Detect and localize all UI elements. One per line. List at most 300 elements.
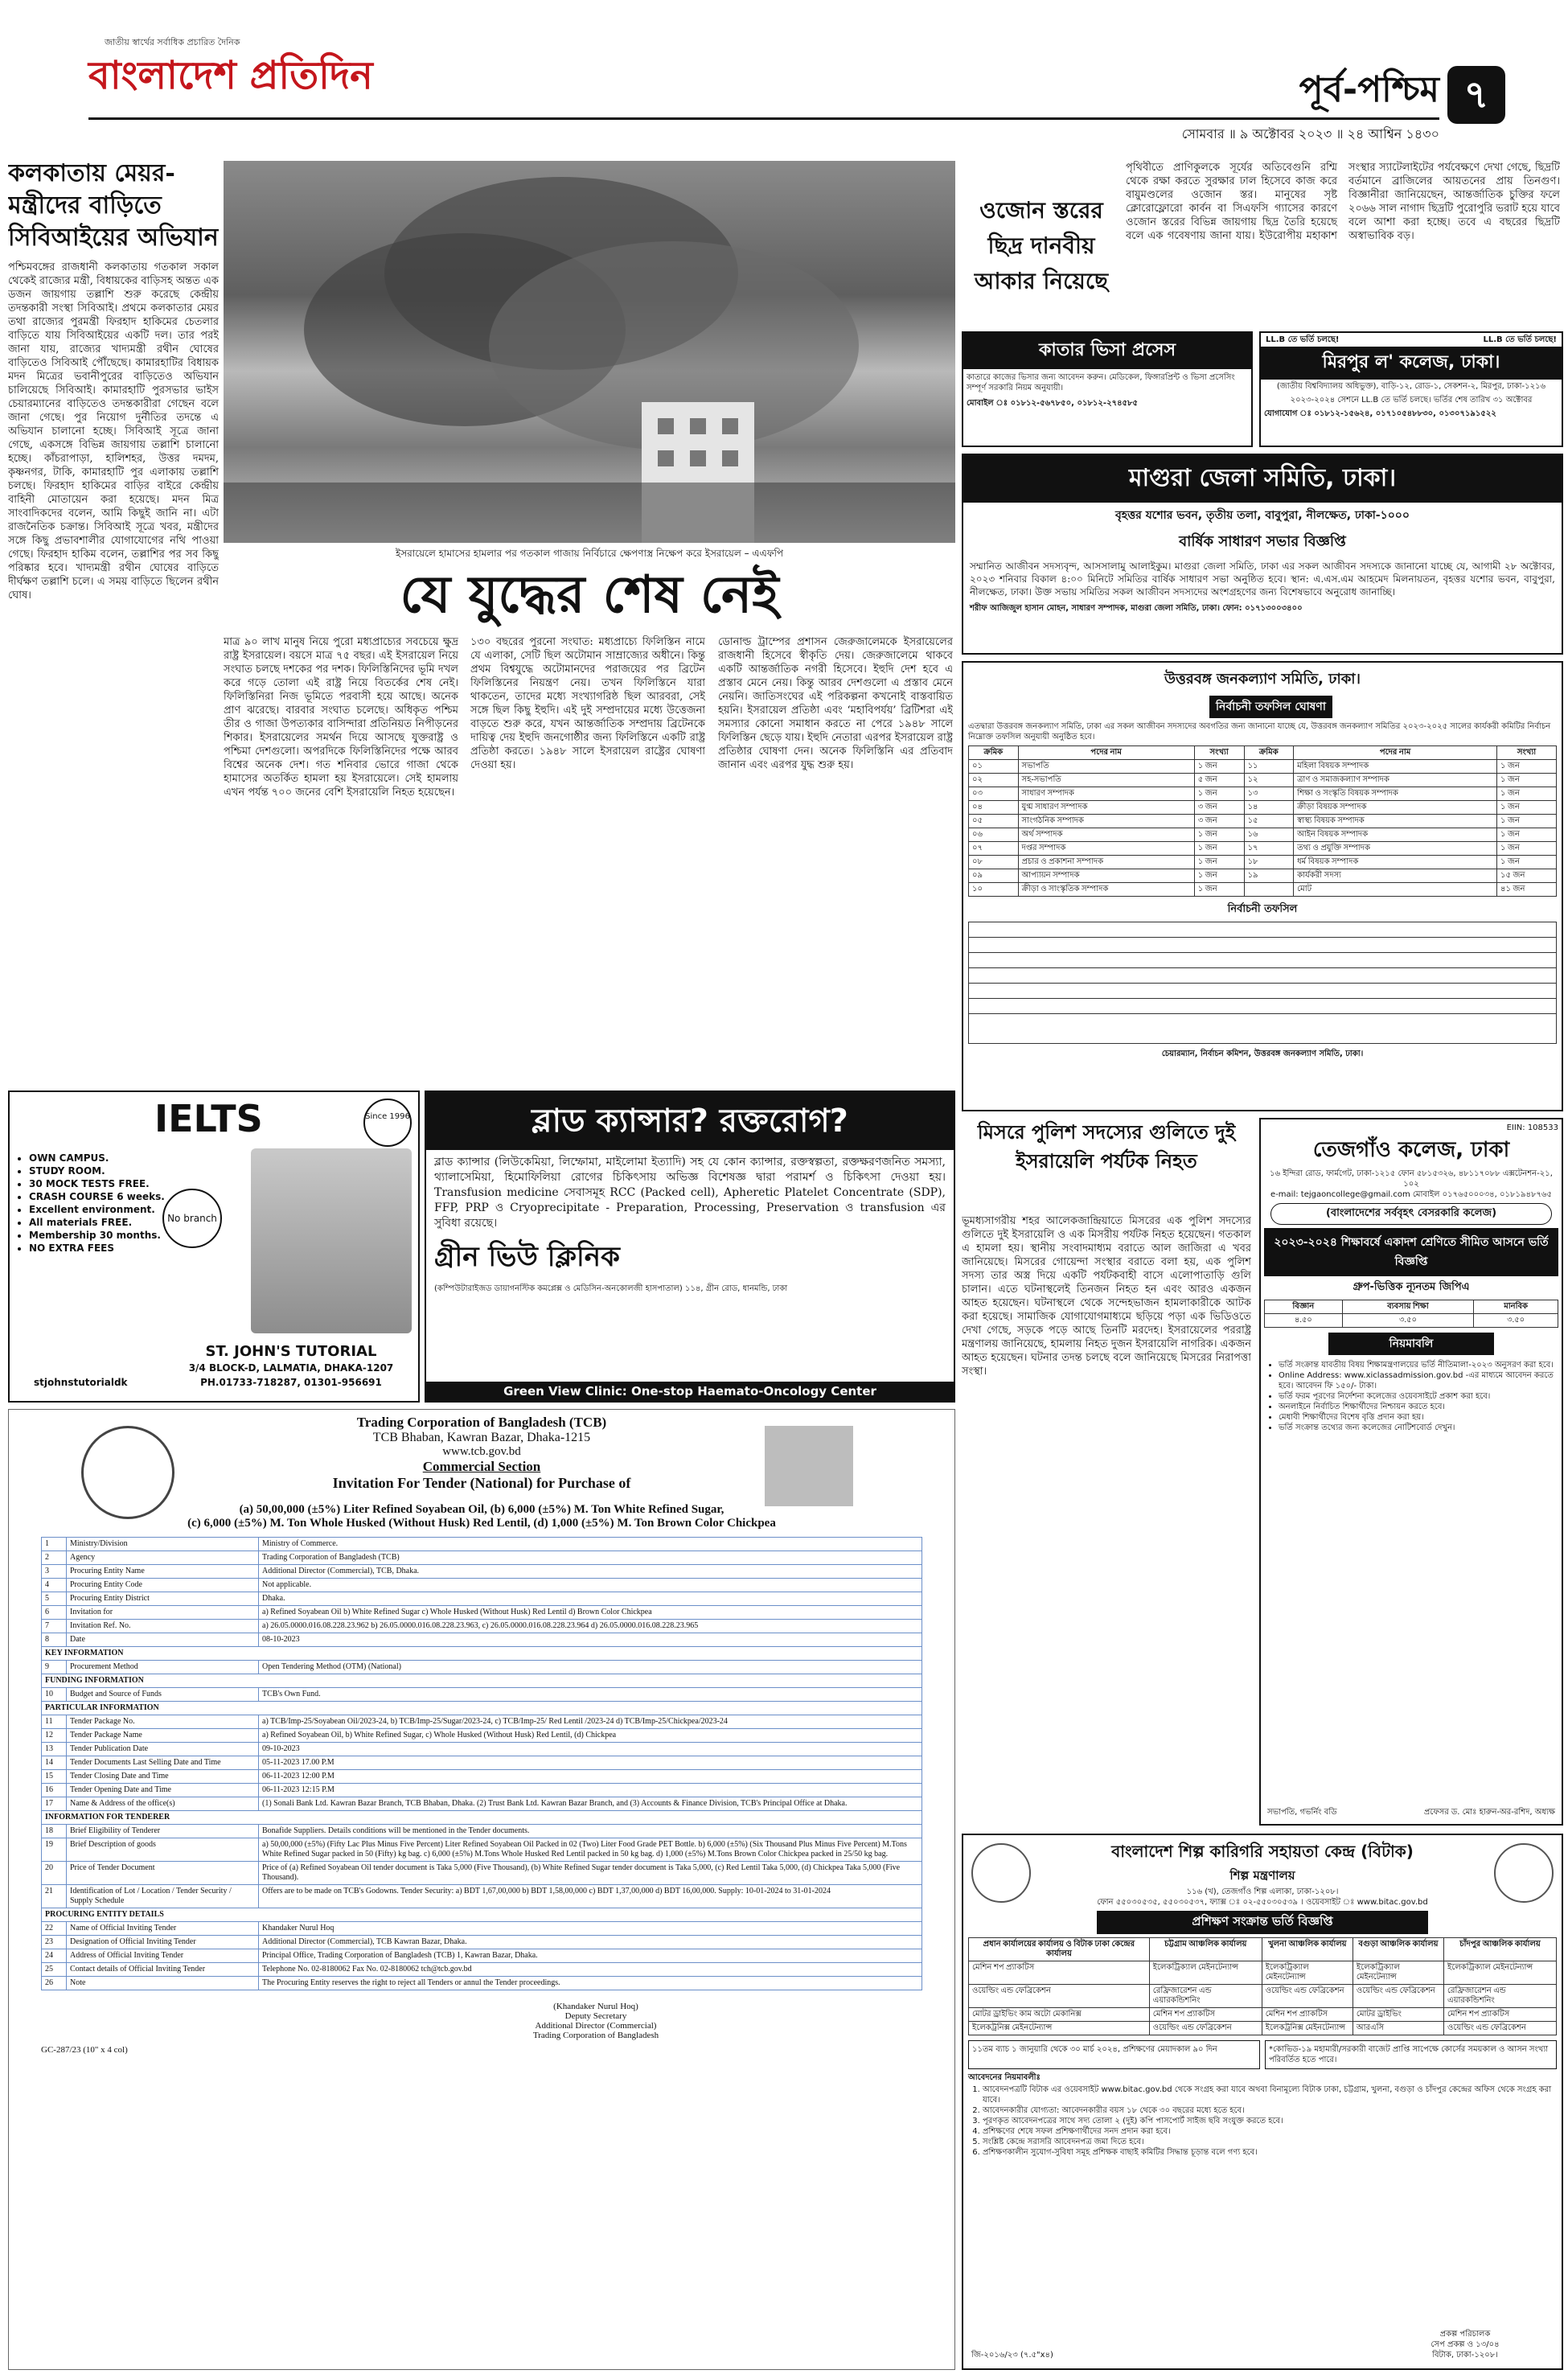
visa-ad-body: কাতারে কাজের ভিসার জন্য আবেদন করুন। মেডিকেল, ফিঙ্গারপ্রিন্ট ও ভিসা প্রসেসিং সম্পূর্ণ সরকারি নিয়ম অনুযায়ী।: [967, 373, 1235, 392]
table-cell: Tender Publication Date: [67, 1743, 259, 1756]
table-cell: Designation of Official Inviting Tender: [67, 1936, 259, 1949]
table-cell: ১ জন: [1194, 883, 1244, 897]
table-cell: 11: [42, 1715, 67, 1729]
tejgaon-eiin: EIIN: 108533: [1506, 1123, 1558, 1132]
list-item: 6. প্রশিক্ষণকালীন সুযোগ-সুবিধা সমূহ প্রশিক্ষক বাছাই কমিটির সিদ্ধান্ত চূড়ান্ত বলে গণ্য হবে।: [983, 2147, 1557, 2158]
table-row: [42, 1661, 922, 1674]
bitac-address: ১১৬ (খ), তেজগাঁও শিল্প এলাকা, ঢাকা-১২০৮।: [1186, 1887, 1339, 1896]
logo[interactable]: বাংলাদেশ প্রতিদিন: [88, 53, 373, 98]
table-row: [42, 1538, 922, 1551]
table-cell: 23: [42, 1936, 67, 1949]
list-item: • ভর্তি সংক্রান্ত যাবতীয় বিষয় শিক্ষামন্ত্রণালয়ের ভর্তি নীতিমালা-২০২৩ অনুসরণ করা হবে।: [1279, 1360, 1558, 1370]
table-row: [42, 1922, 922, 1936]
list-item: • ভর্তি ফরম পূরণের নির্দেশনা কলেজের ওয়েবসাইটে প্রকাশ করা হবে।: [1279, 1391, 1558, 1402]
section-header-cell: PROCURING ENTITY DETAILS: [42, 1908, 922, 1922]
table-cell: আপ্যায়ন সম্পাদক: [1018, 869, 1194, 883]
tcb-tender: [8, 1409, 955, 2370]
table-row: [42, 1729, 922, 1743]
issue-date: সোমবার ॥ ৯ অক্টোবর ২০২৩ ॥ ২৪ আশ্বিন ১৪৩০: [1181, 126, 1439, 142]
table-cell: ১ জন: [1497, 760, 1557, 774]
table-cell: ৪১ জন: [1497, 883, 1557, 897]
table-cell: ইলেকট্রিক্যাল মেইনটেন্যান্স: [1353, 1961, 1443, 1985]
table-cell: Invitation for: [67, 1606, 259, 1620]
table-cell: Address of Official Inviting Tender: [67, 1949, 259, 1963]
table-cell: ইলেকট্রনিক্স মেইনটেন্যান্স: [1262, 2022, 1353, 2035]
table-cell: Name of Official Inviting Tender: [67, 1922, 259, 1936]
tcb-sign-role1: Deputy Secretary: [564, 2011, 627, 2021]
tcb-web: www.tcb.gov.bd: [442, 1445, 521, 1458]
tejgaon-web: e-mail: tejgaoncollege@gmail.com মোবাইল ০১৭৬৫০০০৩৪, ০১৮১৯৪৮৭৬৫: [1270, 1190, 1552, 1199]
law-college-ad[interactable]: [1259, 331, 1563, 447]
list-item: 4. প্রশিক্ষণের শেষে সফল প্রশিক্ষণার্থীদের সনদ প্রদান করা হবে।: [983, 2126, 1557, 2137]
table-cell: Offers are to be made on TCB's Godowns. Tender Security: a) BDT 1,67,00,000 b) BDT 1,58,00,000 c) BDT 1,37,00,000 d) BDT 16,00,000. Supply: 10-01-2024 to 31-01-2024: [259, 1885, 922, 1908]
magura-body: সম্মানিত আজীবন সদস্যবৃন্দ, আসসালামু আলাইকুম। মাগুরা জেলা সমিতি, ঢাকা এর সকল আজীবন সদস্যকে জানানো যাচ্ছে যে, আগামী ২৮ অক্টোবর, ২০২৩ শনিবার বিকাল ৪:০০ মিনিটে সমিতির বার্ষিক সাধারণ সভা অনুষ্ঠিত হবে। স্থান: এ.এস.এম আহমেদ মিলনায়তন, বৃহত্তর যশোর ভবন, বাবুপুরা, নীলক্ষেত, ঢাকা। উক্ত সভায় সমিতির সকল আজীবন সদস্যদের অংশগ্রহণের জন্য বিশেষভাবে অনুরোধ জানাচ্ছি।: [970, 561, 1555, 598]
table-header-cell: ক্রমিক: [969, 746, 1019, 760]
bitac-logo: [971, 1843, 1031, 1903]
tejgaon-principal: প্রফেসর ড. মোঃ হারুন-অর-রশিদ, অধ্যক্ষ: [1423, 1808, 1555, 1817]
llb-right: LL.B তে ভর্তি চলছে!: [1483, 335, 1557, 344]
table-row: [969, 801, 1557, 815]
kolkata-headline: কলকাতায় মেয়র-মন্ত্রীদের বাড়িতে সিবিআইয়ের অভিযান: [8, 159, 219, 252]
table-row: [42, 1551, 922, 1565]
uttarbanga-rows: [969, 760, 1557, 897]
masthead-rule: [88, 117, 1439, 120]
table-row: [969, 1985, 1557, 2008]
table-row: [42, 1688, 922, 1702]
bitac-head-row: [969, 1938, 1557, 1961]
table-cell: ১ জন: [1194, 869, 1244, 883]
table-cell: Note: [67, 1977, 259, 1990]
table-row: [42, 1797, 922, 1811]
table-cell: মেশিন শপ প্র্যাকটিস: [1262, 2008, 1353, 2022]
gpa-value: ৩.৫০: [1342, 1314, 1474, 1328]
visa-ad[interactable]: [962, 331, 1253, 447]
table-cell: ১ জন: [1194, 787, 1244, 801]
table-cell: ০৭: [969, 842, 1019, 856]
table-cell: যুগ্ম সাধারণ সম্পাদক: [1018, 801, 1194, 815]
table-cell: Identification of Lot / Location / Tender Security / Supply Schedule: [67, 1885, 259, 1908]
blood-ad-title: ব্লাড ক্যান্সার? রক্তরোগ?: [426, 1092, 954, 1150]
table-cell: 7: [42, 1620, 67, 1633]
table-cell: ০২: [969, 774, 1019, 787]
table-row: [42, 1565, 922, 1579]
table-cell: Procuring Entity Name: [67, 1565, 259, 1579]
table-cell: ১ জন: [1497, 842, 1557, 856]
list-item: • All materials FREE.: [29, 1216, 182, 1229]
clinic-address: (কম্পিউটারাইজড ডায়াগনস্টিক কমপ্লেক্স ও মেডিসিন-অনকোলজী হাসপাতাল) ১১৪, গ্রীন রোড, ধানমন্ডি, ঢাকা: [434, 1284, 788, 1293]
table-cell: a) Refined Soyabean Oil b) White Refined Sugar c) Whole Husked (Without Husk) Red Lentil d) Brown Color Chickpea: [259, 1606, 922, 1620]
table-cell: Additional Director (Commercial), TCB, Dhaka.: [259, 1565, 922, 1579]
table-row: [42, 1743, 922, 1756]
table-cell: ০৪: [969, 801, 1019, 815]
table-cell: Tender Closing Date and Time: [67, 1770, 259, 1784]
list-item: • CRASH COURSE 6 weeks.: [29, 1190, 182, 1203]
table-cell: Name & Address of the office(s): [67, 1797, 259, 1811]
table-cell: 06-11-2023 12:00 P.M: [259, 1770, 922, 1784]
table-cell: Tender Documents Last Selling Date and Time: [67, 1756, 259, 1770]
page-number-badge: [1447, 66, 1505, 124]
table-row: [42, 1825, 922, 1838]
table-header-cell: সংখ্যা: [1194, 746, 1244, 760]
table-cell: ১১: [1244, 760, 1294, 774]
table-row: [42, 1715, 922, 1729]
table-row: [42, 1579, 922, 1592]
table-cell: ইলেকট্রিক্যাল মেইনটেন্যান্স: [1149, 1961, 1262, 1985]
table-row: [42, 1770, 922, 1784]
table-cell: ১৮: [1244, 856, 1294, 869]
table-row: [969, 883, 1557, 897]
table-cell: ওয়েল্ডিং এন্ড ফেব্রিকেশন: [969, 1985, 1150, 2008]
table-cell: ১ জন: [1497, 801, 1557, 815]
tagline: জাতীয় স্বার্থের সর্বাধিক প্রচারিত দৈনিক: [105, 37, 240, 47]
table-cell: ১ জন: [1497, 856, 1557, 869]
table-cell: ওয়েল্ডিং এন্ড ফেব্রিকেশন: [1262, 1985, 1353, 2008]
kolkata-body: পশ্চিমবঙ্গের রাজধানী কলকাতায় গতকাল সকাল থেকেই রাজ্যের মন্ত্রী, বিধায়কের বাড়িসহ অন্তত এক ডজন জায়গায় তল্লাশি শুরু করেছে কেন্দ্রীয় তদন্তকারী সংস্থা সিবিআই। প্রথমে কলকাতার মেয়র তথা রাজ্যের পুরমন্ত্রী ফিরহাদ হাকিমের চেতলার বাড়িতে যায় সিবিআইয়ের একটি দল। তার পরই জানা যায়, রাজ্যের খাদ্যমন্ত্রী রথীন ঘোষের বাড়িতেও সিবিআই পৌঁছেছে। কামারহাটির বিধায়ক মদন মিত্রের ভবানীপুরের বাড়িতেও অভিযান চালিয়েছে সিবিআই। কামারহাটি পুরসভার ভাইস চেয়ারম্যানের বাড়িতেও তদন্তকারীরা গেছেন বলে জানা গেছে। পুর নিয়োগ দুর্নীতির তদন্তে এ অভিযান চালানো হচ্ছে। সিবিআই সূত্রে জানা গেছে, একসঙ্গে বিভিন্ন জায়গায় তল্লাশি চালানো হচ্ছে। কাঁচরাপাড়া, হালিশহর, উত্তর দমদম, কৃষ্ণনগর, টাকি, কামারহাটি পুর এলাকায় তল্লাশি চলছে। ফিরহাদ হাকিমের বাড়ির বাইরে কেন্দ্রীয় বাহিনী মোতায়েন করা হয়েছে। মদন মিত্র সাংবাদিকদের বলেন, আমি কিছুই জানি না। এটা রাজনৈতিক চক্রান্ত। সিবিআই সূত্রে খবর, মন্ত্রীদের সঙ্গে কিছু প্রভাবশালীর যোগাযোগের নথি পাওয়া গেছে। ফিরহাদ হাকিম বলেন, তল্লাশির পর সব কিছু পরিষ্কার হবে। খাদ্যমন্ত্রী রথীন ঘোষের বাড়িতে দীর্ঘক্ষণ তল্লাশি চলে। এ সময় বাড়িতে ছিলেন রথীন ঘোষ।: [8, 261, 219, 602]
tcb-org: Trading Corporation of Bangladesh (TCB): [356, 1415, 607, 1430]
tcb-section: Commercial Section: [422, 1459, 541, 1474]
table-cell: 12: [42, 1729, 67, 1743]
bitac-head-cell: প্রধান কার্যালয়ের কার্যালয় ও বিটাক ঢাকা কেন্দ্রের কার্যালয়: [969, 1938, 1150, 1961]
table-header-cell: পদের নাম: [1294, 746, 1497, 760]
table-cell: ১ জন: [1194, 842, 1244, 856]
magura-sign: শরীফ আজিজুল হাসান মোহন, সাধারণ সম্পাদক, মাগুরা জেলা সমিতি, ঢাকা। ফোন: ০১৭১৩০০৩৪০০: [970, 604, 1303, 613]
table-cell: ১৫: [1244, 815, 1294, 828]
no-branch-badge: No branch: [162, 1189, 222, 1248]
table-cell: ০৬: [969, 828, 1019, 842]
gpa-head-cell: মানবিক: [1474, 1300, 1558, 1314]
page-number: ৭: [1463, 72, 1489, 117]
table-cell: তথ্য ও প্রযুক্তি সম্পাদক: [1294, 842, 1497, 856]
ielts-features: [29, 1152, 182, 1255]
table-row: [969, 869, 1557, 883]
masthead: [0, 0, 1568, 153]
bitac-head-cell: বগুড়া আঞ্চলিক কার্যালয়: [1353, 1938, 1443, 1961]
table-row: [969, 2008, 1557, 2022]
table-cell: 26: [42, 1977, 67, 1990]
table-row: [42, 1977, 922, 1990]
table-cell: Budget and Source of Funds: [67, 1688, 259, 1702]
table-cell: Procuring Entity District: [67, 1592, 259, 1606]
bitac-head-cell: চাঁদপুর আঞ্চলিক কার্যালয়: [1444, 1938, 1557, 1961]
bitac-table: [968, 1937, 1557, 2035]
lead-col-2: ১৩০ বছরের পুরনো সংঘাত: মধ্যপ্রাচ্যে ফিলিস্তিন নামে যে এলাকা, সেটি ছিল অটোমান সাম্রাজ্যের অধীনে। কিন্তু প্রথম বিশ্বযুদ্ধে অটোমানদের পরাজয়ের পর ব্রিটেন ফিলিস্তিনের নিয়ন্ত্রণ নেয়। তখন ফিলিস্তিনে যারা থাকতেন, তাদের মধ্যে সংখ্যাগরিষ্ঠ ছিল আরবরা, সেই সঙ্গে ছিল কিছু ইহুদি। এই দুই সম্প্রদায়ের মধ্যে উত্তেজনা বাড়তে শুরু করে, যখন আন্তর্জাতিক সম্প্রদায় ব্রিটেনকে দায়িত্ব দেয় ইহুদি জনগোষ্ঠীর জন্য ফিলিস্তিনে একটি রাষ্ট্র প্রতিষ্ঠা করতে। ১৯৪৮ সালে ইসরায়েল রাষ্ট্রের ঘোষণা দেওয়া হয়।: [470, 636, 705, 771]
clinic-footer: Green View Clinic: One-stop Haemato-Oncology Center: [426, 1382, 954, 1401]
section-title: পূর্ব-পশ্চিম: [1299, 69, 1439, 110]
table-cell: সভাপতি: [1018, 760, 1194, 774]
table-cell: Procurement Method: [67, 1661, 259, 1674]
magura-notice: [962, 454, 1563, 655]
list-item: • Excellent environment.: [29, 1203, 182, 1216]
table-cell: 24: [42, 1949, 67, 1963]
section-header-cell: PARTICULAR INFORMATION: [42, 1702, 922, 1715]
law-college-address: (জাতীয় বিশ্ববিদ্যালয় অধিভুক্ত), বাড়ি-১২, রোড-১, সেকশন-২, মিরপুর, ঢাকা-১২১৬: [1276, 382, 1546, 391]
bitac-ad: [962, 1834, 1563, 2370]
table-cell: 2: [42, 1551, 67, 1565]
tejgaon-address: ১৬ ইন্দিরা রোড, ফার্মগেট, ঢাকা-১২১৫ ফোন ৫৮১৫৩২৬, ৪৮১১৭০৮৮ এক্সটেনশন-২১, ১০২: [1270, 1169, 1553, 1189]
list-item: • ভর্তি সংক্রান্ত তথ্যের জন্য কলেজের নোটিশবোর্ড দেখুন।: [1279, 1423, 1558, 1433]
table-cell: 16: [42, 1784, 67, 1797]
table-cell: 14: [42, 1756, 67, 1770]
magura-title: মাগুরা জেলা সমিতি, ঢাকা।: [963, 455, 1562, 503]
uttarbanga-schedule: নির্বাচনী তফসিল: [1227, 903, 1298, 915]
table-row: [969, 856, 1557, 869]
schedule-grid: [968, 922, 1557, 1044]
table-row: [42, 1885, 922, 1908]
table-cell: a) 26.05.0000.016.08.228.23.962 b) 26.05.0000.016.08.228.23.963, c) 26.05.0000.016.08.228.23.964 d) 26.05.0000.016.08.228.23.965: [259, 1620, 922, 1633]
table-cell: সাধারণ সম্পাদক: [1018, 787, 1194, 801]
table-cell: ১৫ জন: [1497, 869, 1557, 883]
tcb-code: GC-287/23 (10" x 4 col): [41, 2045, 128, 2055]
uttarbanga-subtitle: নির্বাচনী তফসিল ঘোষণা: [1209, 696, 1332, 718]
table-row: [42, 1963, 922, 1977]
table-row: [42, 1606, 922, 1620]
table-cell: 20: [42, 1862, 67, 1885]
table-cell: Additional Director (Commercial), TCB Kawran Bazar, Dhaka.: [259, 1936, 922, 1949]
table-cell: Bonafide Suppliers. Details conditions will be mentioned in the Tender documents.: [259, 1825, 922, 1838]
table-cell: 09-10-2023: [259, 1743, 922, 1756]
bitac-rows: [969, 1961, 1557, 2035]
table-row: [42, 1592, 922, 1606]
list-item: 3. পূরণকৃত আবেদনপত্রের সাথে সদ্য তোলা ২ (দুই) কপি পাসপোর্ট সাইজ ছবি সংযুক্ত করতে হবে।: [983, 2116, 1557, 2126]
magura-notice-title: বার্ষিক সাধারণ সভার বিজ্ঞপ্তি: [1179, 533, 1346, 550]
table-cell: Agency: [67, 1551, 259, 1565]
table-cell: (1) Sonali Bank Ltd. Kawran Bazar Branch, TCB Bhaban, Dhaka. (2) Trust Bank Ltd. Kawran Bazar Branch, and (3) Accounts & Finance Division, TCB's Principal Office at Dhaka.: [259, 1797, 922, 1811]
table-cell: 21: [42, 1885, 67, 1908]
bitac-head-cell: চট্টগ্রাম আঞ্চলিক কার্যালয়: [1149, 1938, 1262, 1961]
table-cell: ১৬: [1244, 828, 1294, 842]
table-cell: Dhaka.: [259, 1592, 922, 1606]
llb-left: LL.B তে ভর্তি চলছে!: [1266, 335, 1340, 344]
bitac-sign-name: প্রকল্প পরিচালক: [1439, 2330, 1491, 2339]
bitac-info-box-2: *কোভিড-১৯ মহামারী/সরকারী বাজেট প্রাপ্তি সাপেক্ষে কোর্সের সময়কাল ও আসন সংখ্যা পরিবর্তিত হতে পারে।: [1265, 2040, 1557, 2069]
lead-col-3: ডোনাল্ড ট্রাম্পের প্রশাসন জেরুজালেমকে ইসরায়েলের রাজধানী হিসেবে স্বীকৃতি দেয়। জেরুজালেমে থাকবে একটি আন্তর্জাতিক নগরী হিসেবে। ইহুদি দেশ হবে এ প্রস্তাব মেনে নেয়। কিন্তু আরব দেশগুলো এ প্রস্তাব মেনে নেয়নি। জাতিসংঘের এই পরিকল্পনা কখনোই বাস্তবায়িত হয়নি। ইসরায়েল প্রতিষ্ঠা এবং ‘মহাবিপর্যয়’ ব্রিটিশরা এই সমস্যার কোনো সমাধান করতে না পেরে ১৯৪৮ সালে ফিলিস্তিন ছেড়ে যায়। ইহুদি নেতারা এরপর ইসরায়েল রাষ্ট্র প্রতিষ্ঠার ঘোষণা দেন। অনেক ফিলিস্তিনি এর প্রতিবাদ জানান এবং এরপর যুদ্ধ শুরু হয়।: [718, 636, 953, 771]
table-cell: অর্থ সম্পাদক: [1018, 828, 1194, 842]
bitac-ministry: শিল্প মন্ত্রণালয়: [1229, 1868, 1295, 1883]
table-cell: 18: [42, 1825, 67, 1838]
bitac-phone: ফোন ৫৫০৩০৫৩৫, ৫৫০৩০৫৩৭, ফ্যাক্স ঃ ০২-৫৫০৩০৫৩৯ । ওয়েবসাইট ঃ www.bitac.gov.bd: [1097, 1898, 1428, 1907]
table-cell: ০৩: [969, 787, 1019, 801]
table-cell: ১ জন: [1497, 774, 1557, 787]
table-cell: a) Refined Soyabean Oil, b) White Refined Sugar, c) Whole Husked (Without Husk) Red Lentil, (d) Chickpea: [259, 1729, 922, 1743]
table-row: [969, 815, 1557, 828]
table-cell: মোটর ড্রাইভিং কাম অটো মেকানিক্স: [969, 2008, 1150, 2022]
table-cell: ইলেকট্রিক্যাল মেইনটেন্যান্স: [1262, 1961, 1353, 1985]
table-cell: Ministry of Commerce.: [259, 1538, 922, 1551]
bitac-sign-role: সেপ প্রকল্প ও ১৩/০৪: [1430, 2340, 1500, 2349]
table-cell: ০৮: [969, 856, 1019, 869]
egypt-body: ভূমধ্যসাগরীয় শহর আলেকজান্দ্রিয়াতে মিসরের এক পুলিশ সদস্যের গুলিতে দুই ইসরায়েলি ও এক মিসরীয় পর্যটক নিহত হয়েছেন। গতকাল এ হামলা হয়। স্থানীয় সংবাদমাধ্যম বরাতে আল জাজিরা এ খবর জানিয়েছে। মিসরের গোয়েন্দা সংস্থার বরাতে বলা হয়, এক পুলিশ সদস্য তার অস্ত্র দিয়ে একটি পর্যটকবাহী বাসে এলোপাতাড়ি গুলি চালান। এতে ঘটনাস্থলেই তিনজন নিহত হন এবং আরও একজন আহত হয়েছেন। ঘটনাস্থলে থেকে সন্দেহভাজন হামলাকারীকে আটক করা হয়েছে। সামাজিক যোগাযোগমাধ্যমে ছড়িয়ে পড়া এক ভিডিওতে দেখা গেছে, সড়কে পড়ে আছে তিনটি মরদেহ। ইসরায়েলের পররাষ্ট্র মন্ত্রণালয় জানিয়েছে, হামলায় নিহত দুজন ইসরায়েলি নাগরিক। একজন আহত হয়েছেন। ঘটনার তদন্ত চলছে বলে জানিয়েছে মিসরের নিরাপত্তা সংস্থা।: [962, 1215, 1251, 1378]
table-cell: Price of (a) Refined Soyabean Oil tender document is Taka 5,000 (Five Thousand), (b) White Refined Sugar tender document is Taka 5,000, (c) Red Lentil Taka 5,000, (d) Chickpea Taka 5,000 (Five Thousand).: [259, 1862, 922, 1885]
ielts-phone: PH.01733-718287, 01301-956691: [200, 1377, 382, 1388]
table-row: [42, 1633, 922, 1647]
table-section-header: [42, 1811, 922, 1825]
table-row: [42, 1949, 922, 1963]
table-cell: 10: [42, 1688, 67, 1702]
uttarbanga-table: [968, 745, 1557, 897]
table-row: [969, 760, 1557, 774]
table-cell: Trading Corporation of Bangladesh (TCB): [259, 1551, 922, 1565]
table-cell: 05-11-2023 17.00 P.M: [259, 1756, 922, 1770]
table-cell: শিক্ষা ও সংস্কৃতি বিষয়ক সম্পাদক: [1294, 787, 1497, 801]
list-item: • Online Address: www.xiclassadmission.gov.bd -এর মাধ্যমে আবেদন করতে হবে। আবেদন ফি ১৫০/- টাকা।: [1279, 1370, 1558, 1391]
table-row: [42, 1838, 922, 1862]
table-cell: প্রচার ও প্রকাশনা সম্পাদক: [1018, 856, 1194, 869]
table-cell: 9: [42, 1661, 67, 1674]
table-cell: Telephone No. 02-8180062 Fax No. 02-8180062 tch@tcb.gov.bd: [259, 1963, 922, 1977]
magura-address: বৃহত্তর যশোর ভবন, তৃতীয় তলা, বাবুপুরা, নীলক্ষেত, ঢাকা-১০০০: [1114, 509, 1410, 522]
table-cell: ১ জন: [1194, 828, 1244, 842]
table-cell: মোট: [1294, 883, 1497, 897]
table-cell: Not applicable.: [259, 1579, 922, 1592]
table-cell: Tender Opening Date and Time: [67, 1784, 259, 1797]
visa-ad-title: কাতার ভিসা প্রসেস: [963, 333, 1251, 369]
table-header-cell: ক্রমিক: [1244, 746, 1294, 760]
tcb-signature: [491, 2002, 700, 2040]
table-cell: Principal Office, Trading Corporation of Bangladesh (TCB) 1, Kawran Bazar, Dhaka.: [259, 1949, 922, 1963]
tejgaon-title: তেজগাঁও কলেজ, ঢাকা: [1312, 1138, 1510, 1162]
table-cell: দপ্তর সম্পাদক: [1018, 842, 1194, 856]
table-cell: মহিলা বিষয়ক সম্পাদক: [1294, 760, 1497, 774]
egypt-headline: মিসরে পুলিশ সদস্যের গুলিতে দুই ইসরায়েলি পর্যটক নিহত: [977, 1120, 1236, 1173]
table-cell: 13: [42, 1743, 67, 1756]
table-cell: Procuring Entity Code: [67, 1579, 259, 1592]
clinic-name: গ্রীন ভিউ ক্লিনিক: [434, 1241, 620, 1273]
tcb-portrait: [765, 1426, 853, 1506]
lead-headline: যে যুদ্ধের শেষ নেই: [400, 565, 779, 625]
table-cell: 06-11-2023 12:15 P.M: [259, 1784, 922, 1797]
table-section-header: [42, 1908, 922, 1922]
table-cell: কার্যকরী সদস্য: [1294, 869, 1497, 883]
gpa-value: ৪.৫০: [1265, 1314, 1343, 1328]
table-row: [42, 1756, 922, 1770]
table-cell: আরএসি: [1353, 2022, 1443, 2035]
uttarbanga-notice: [962, 661, 1563, 1111]
bitac-signature: [1385, 2329, 1545, 2360]
list-item: • অনলাইনে নির্বাচিত শিক্ষার্থীদের নিশ্চায়ন করতে হবে।: [1279, 1402, 1558, 1412]
table-row: [969, 787, 1557, 801]
bitac-notice: প্রশিক্ষণ সংক্রান্ত ভর্তি বিজ্ঞপ্তি: [1097, 1911, 1428, 1934]
tcb-sign-role2: Additional Director (Commercial): [535, 2021, 657, 2031]
table-cell: 5: [42, 1592, 67, 1606]
table-cell: ৫ জন: [1194, 774, 1244, 787]
table-cell: a) 50,00,000 (±5%) (Fifty Lac Plus Minus Five Percent) Liter Refined Soyabean Oil Packed in 02 (Two) Liter Food Grade PET Bottle. b) 6,000 (±5%) (Six Thousand Plus Minus Five Percent) M.Tons White Refined Sugar packed in 50 (Fifty) kg bag. c) 6,000 (±5%) M.Tons Whole Husked Red Lentil packed in 50 kg bag. d) 1,000 (±5%) M.Tons Brown Color Chickpea packed in 25/50 kg bag.: [259, 1838, 922, 1862]
tejgaon-admission: ২০২৩-২০২৪ শিক্ষাবর্ষে একাদশ শ্রেণিতে সীমিত আসনে ভর্তি বিজ্ঞপ্তি: [1264, 1228, 1558, 1276]
table-cell: ১ জন: [1497, 787, 1557, 801]
table-row: [969, 828, 1557, 842]
tcb-sign-role3: Trading Corporation of Bangladesh: [532, 2031, 659, 2040]
table-row: [42, 1620, 922, 1633]
table-cell: 6: [42, 1606, 67, 1620]
table-cell: Khandaker Nurul Hoq: [259, 1922, 922, 1936]
section-header-cell: KEY INFORMATION: [42, 1647, 922, 1661]
uttarbanga-body: এতদ্বারা উত্তরবঙ্গ জনকল্যাণ সমিতি, ঢাকা এর সকল আজীবন সদস্যদের অবগতির জন্য জানানো যাচ্ছে যে, উত্তরবঙ্গ জনকল্যাণ সমিতির ২০২৩-২০২৫ সালের কার্যকরী কমিটির নির্বাচন নিম্নোক্ত তফসিল অনুযায়ী অনুষ্ঠিত হবে।: [968, 722, 1551, 741]
table-row: [969, 1961, 1557, 1985]
table-cell: ধর্ম বিষয়ক সম্পাদক: [1294, 856, 1497, 869]
gpa-table: [1264, 1300, 1558, 1328]
ielts-title: IELTS: [154, 1097, 263, 1140]
blood-cancer-ad[interactable]: [425, 1090, 955, 1403]
uttarbanga-title: উত্তরবঙ্গ জনকল্যাণ সমিতি, ঢাকা।: [1164, 671, 1361, 688]
list-item: • NO EXTRA FEES: [29, 1242, 182, 1255]
table-cell: 19: [42, 1838, 67, 1862]
table-cell: মেশিন শপ প্র্যাকটিস: [1149, 2008, 1262, 2022]
tejgaon-ad: [1259, 1118, 1563, 1826]
bitac-sign-addr: বিটাক, ঢাকা-১২০৮।: [1432, 2351, 1498, 2360]
table-cell: 8: [42, 1633, 67, 1647]
table-cell: Brief Description of goods: [67, 1838, 259, 1862]
table-cell: 4: [42, 1579, 67, 1592]
law-college-line: ২০২৩-২০২৪ সেশনে LL.B তে ভর্তি চলছে। ভর্তির শেষ তারিখ ৩১ অক্টোবর: [1290, 396, 1533, 405]
table-cell: ইলেকট্রনিক্স মেইনটেন্যান্স: [969, 2022, 1150, 2035]
table-cell: ১০: [969, 883, 1019, 897]
photo-caption: ইসরায়েলে হামাসের হামলার পর গতকাল গাজায় নির্বিচারে ক্ষেপণাস্ত্র নিক্ষেপ করে ইসরায়েল – এএফপি: [395, 548, 784, 559]
table-row: [42, 1862, 922, 1885]
table-cell: a) TCB/Imp-25/Soyabean Oil/2023-24, b) TCB/Imp-25/Sugar/2023-24, c) TCB/Imp-25/ Red Lentil /2023-24 d) TCB/Imp-25/Chickpea/2023-24: [259, 1715, 922, 1729]
table-cell: ১ জন: [1497, 815, 1557, 828]
table-cell: ৩ জন: [1194, 815, 1244, 828]
table-cell: ১২: [1244, 774, 1294, 787]
table-cell: সহ-সভাপতি: [1018, 774, 1194, 787]
table-row: [42, 1784, 922, 1797]
table-cell: স্বাস্থ্য বিষয়ক সম্পাদক: [1294, 815, 1497, 828]
table-cell: 08-10-2023: [259, 1633, 922, 1647]
bitac-emblem: [1494, 1843, 1554, 1903]
tcb-address: TCB Bhaban, Kawran Bazar, Dhaka-1215: [372, 1431, 591, 1444]
table-cell: Invitation Ref. No.: [67, 1620, 259, 1633]
table-cell: [1244, 883, 1294, 897]
table-header-cell: সংখ্যা: [1497, 746, 1557, 760]
gaza-photo: [224, 161, 955, 543]
smoke-photo-illustration: [224, 161, 955, 543]
table-section-header: [42, 1647, 922, 1661]
gpa-title: গ্রুপ-ভিত্তিক ন্যূনতম জিপিএ: [1353, 1281, 1470, 1293]
tcb-invite: Invitation For Tender (National) for Purchase of: [332, 1475, 631, 1491]
list-item: • মেধাবী শিক্ষার্থীদের বিশেষ বৃত্তি প্রদান করা হয়।: [1279, 1412, 1558, 1423]
table-cell: Date: [67, 1633, 259, 1647]
section-header-cell: FUNDING INFORMATION: [42, 1674, 922, 1688]
table-cell: ইলেকট্রিক্যাল মেইনটেন্যান্স: [1444, 1961, 1557, 1985]
list-item: • Membership 30 months.: [29, 1229, 182, 1242]
table-cell: ক্রীড়া ও সাংস্কৃতিক সম্পাদক: [1018, 883, 1194, 897]
gpa-value: ৩.৫০: [1474, 1314, 1558, 1328]
list-item: 2. আবেদনকারীর যোগ্যতা: আবেদনকারীর বয়স ১৮ থেকে ৩০ বছরের মধ্যে হতে হবে।: [983, 2105, 1557, 2116]
student-photo: [251, 1148, 412, 1333]
table-cell: ১৪: [1244, 801, 1294, 815]
table-row: [969, 774, 1557, 787]
list-item: • OWN CAMPUS.: [29, 1152, 182, 1164]
list-item: • STUDY ROOM.: [29, 1164, 182, 1177]
tejgaon-rules: [1279, 1360, 1558, 1433]
kolkata-story: [8, 158, 219, 1082]
table-cell: ওয়েল্ডিং এন্ড ফেব্রিকেশন: [1353, 1985, 1443, 2008]
table-cell: TCB's Own Fund.: [259, 1688, 922, 1702]
table-cell: রেফ্রিজারেশন এন্ড এয়ারকন্ডিশনিং: [1149, 1985, 1262, 2008]
list-item: 5. সংশ্লিষ্ট কেন্দ্রে সরাসরি আবেদনপত্র জমা দিতে হবে।: [983, 2137, 1557, 2147]
table-cell: ৩ জন: [1194, 801, 1244, 815]
tejgaon-sign: সভাপতি, গভর্নিং বডি: [1267, 1808, 1337, 1817]
table-cell: ওয়েল্ডিং এন্ড ফেব্রিকেশন: [1444, 2022, 1557, 2035]
ielts-ad[interactable]: [8, 1090, 420, 1403]
table-cell: Tender Package No.: [67, 1715, 259, 1729]
bitac-rules-title: আবেদনের নিয়মাবলীঃ: [968, 2073, 1041, 2082]
ozone-headline: ওজোন স্তরের ছিদ্র দানবীয় আকার নিয়েছে: [974, 197, 1109, 294]
tcb-items-2: (c) 6,000 (±5%) M. Ton Whole Husked (Without Husk) Red Lentil, (d) 1,000 (±5%) M. Ton Brown Color Chickpea: [187, 1517, 776, 1530]
table-cell: 1: [42, 1538, 67, 1551]
law-college-contact: যোগাযোগ ঃ ০১৮১২-১৫৬২৪, ০১৭১০৫৪৮৮৩০, ০১৩০৭১৯১৫২২: [1264, 409, 1496, 418]
table-section-header: [42, 1702, 922, 1715]
table-cell: Open Tendering Method (OTM) (National): [259, 1661, 922, 1674]
bitac-rules: [983, 2084, 1557, 2158]
